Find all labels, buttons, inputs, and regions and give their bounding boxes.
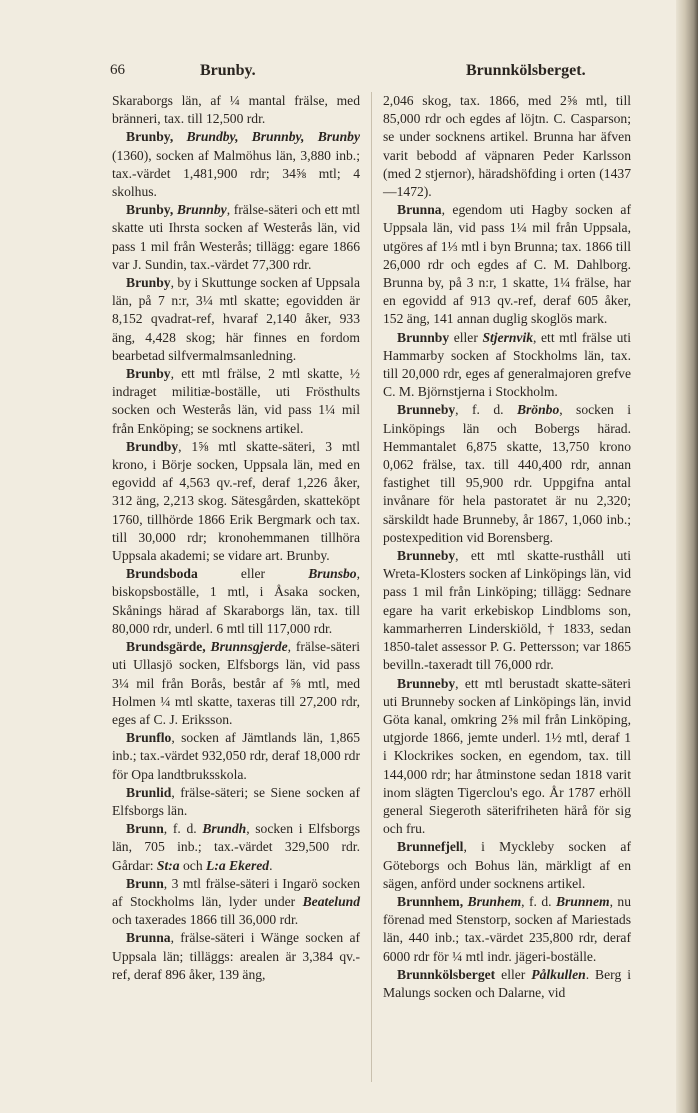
entry-headword: Brunna	[126, 930, 171, 946]
entry-text: , frälse-säteri uti Ullasjö socken, Elfsborgs län, vid pass 3¼ mil från Borås, består af ⅝ mtl, med Holmen ¼ mtl skatte, taxeras till 27,200 rdr, eges af C. J. Eriksson.	[112, 639, 361, 727]
dictionary-entry	[112, 565, 360, 638]
entry-variant: Brunhem	[467, 893, 522, 909]
dictionary-entry	[112, 929, 360, 984]
entry-headword: Brunneby	[397, 548, 456, 564]
page-edge-shadow	[676, 0, 698, 1113]
entry-text: 2,046 skog, tax. 1866, med 2⅝ mtl, till 85,000 rdr och egdes af löjtn. C. Casparson; se under socknens artikel. Brunna har äfven varit bebodd af väpnaren Peder Karlsson (med 2 stjernor), häradshöfding i orten (1437—1472).	[383, 93, 631, 200]
entry-text: Skaraborgs län, af ¼ mantal frälse, med bränneri, tax. till 12,500 rdr.	[112, 93, 360, 127]
entry-headword: Brunnefjell	[397, 839, 464, 855]
entry-variant: Brunsbo	[308, 566, 357, 582]
entry-headword: Brunneby	[397, 675, 456, 691]
dictionary-entry	[112, 875, 360, 930]
entry-variant: Brunnem	[555, 893, 610, 909]
left-text-column	[112, 92, 360, 984]
entry-headword: Brunnby	[397, 329, 450, 345]
dictionary-entry	[112, 274, 360, 365]
dictionary-entry	[383, 675, 631, 839]
entry-text: , ett mtl skatte-rusthåll uti Wreta-Klosters socken af Linköpings län, vid pass 1 mil från Linköping; tillägg: Sednare egare ha varit erkebiskop Lindbloms son, kammarherren Linderskiöld, † 1833, sedan 1850-talet assessor P. G. Pettersson; var 1865 bevilln.-taxeradt till 76,000 rdr.	[383, 548, 631, 673]
entry-text: , 1⅝ mtl skatte-säteri, 3 mtl krono, i Börje socken, Uppsala län, med en egovidd af 4,563 qv.-ref, deraf 1,226 åker, 312 äng, 2,213 skog. Sätesgården, skatteköpt 1760, tillhörde 1866 Erik Bergmark och tax. till 30,000 rdr; kronohemmanen tillhöra Uppsala akademi; se vidare art. Brunby.	[112, 438, 360, 564]
entry-variant: Stjernvik	[482, 329, 534, 345]
entry-text: , f. d.	[163, 821, 203, 837]
dictionary-entry	[112, 201, 360, 274]
entry-text: , socken i Elfsborgs län, 705 inb.; tax.-värdet 329,500 rdr. Gårdar:	[112, 821, 361, 873]
dictionary-entry	[383, 838, 631, 893]
entry-headword: Brunna	[397, 202, 442, 218]
entry-headword: Brunby,	[126, 129, 187, 145]
running-head-left: Brunby.	[200, 62, 256, 79]
entry-text: , frälse-säteri; se Siene socken af Elfsborgs län.	[112, 784, 360, 818]
entry-variant: Brundby, Brunnby, Brunby	[186, 129, 361, 145]
dictionary-entry	[383, 201, 631, 328]
entry-variant: St:a	[156, 857, 180, 873]
running-header	[0, 62, 698, 82]
entry-headword: Brunflo	[126, 730, 172, 746]
dictionary-entry	[383, 92, 631, 201]
entry-headword: Brunby	[126, 366, 171, 382]
dictionary-entry	[112, 638, 360, 729]
entry-text: , frälse-säteri och ett mtl skatte uti Ihrsta socken af Westerås län, vid pass 1 mil från Westerås; tillägg: egare 1866 var J. Sundin, tax.-värdet 77,300 rdr.	[112, 202, 360, 272]
entry-text: , socken af Jämtlands län, 1,865 inb.; tax.-värdet 932,050 rdr, deraf 18,000 rdr för Opa landtbruksskola.	[112, 730, 360, 782]
entry-text: och	[179, 857, 207, 873]
entry-variant: Pålkullen	[531, 966, 586, 982]
entry-text: , i Myckleby socken af Göteborgs och Bohus län, märkligt af en sägen, anförd under socknens artikel.	[383, 839, 631, 891]
entry-headword: Brunneby	[397, 402, 456, 418]
entry-headword: Brunnhem,	[397, 893, 468, 909]
entry-headword: Brunnkölsberget	[397, 966, 496, 982]
entry-text: . Berg i Malungs socken och Dalarne, vid	[383, 966, 631, 1000]
entry-headword: Brundsgärde,	[126, 639, 211, 655]
entry-text: , socken i Linköpings län och Bobergs härad. Hemmantalet 6,875 skatte, 13,750 krono 0,062 frälse, tax. till 440,400 rdr, annan fastighet till 95,900 rdr. Uppgifna antal invånare för hela pastoratet är nu 2,320; särskildt hade Brunneby, år 1867, 1,060 inb.; postexpedition vid Borensberg.	[383, 402, 631, 545]
right-text-column	[383, 92, 631, 1002]
entry-headword: Brunby	[126, 275, 171, 291]
dictionary-entry	[112, 438, 360, 565]
entry-text: , ett mtl frälse, 2 mtl skatte, ½ indraget militiæ-boställe, uti Frösthults socken och Westerås län, vid pass 1¼ mil från Enköping; se socknens artikel.	[112, 366, 360, 436]
entry-text: , nu förenad med Stenstorp, socken af Mariestads län, 440 inb.; tax.-värdet 235,800 rdr, deraf 6000 rdr för ¼ mtl indr. jägeri-boställe.	[383, 893, 631, 964]
entry-text: , ett mtl frälse uti Hammarby socken af Stockholms län, tax. till 20,000 rdr, eges af generalmajoren grefve C. M. Björnstjerna i Stockholm.	[383, 329, 631, 400]
entry-text: , frälse-säteri i Wänge socken af Uppsala län; tilläggs: arealen är 3,384 qv.-ref, deraf 896 åker, 139 äng,	[112, 930, 360, 982]
entry-text: , f. d.	[521, 893, 556, 909]
dictionary-entry	[383, 547, 631, 674]
entry-variant: Beatelund	[302, 893, 360, 909]
entry-text: , 3 mtl frälse-säteri i Ingarö socken af Stockholms län, lyder under	[112, 875, 360, 909]
entry-text: , f. d.	[455, 402, 517, 418]
entry-text: , by i Skuttunge socken af Uppsala län, på 7 n:r, 3¼ mtl skatte; egovidden är 8,152 qvadrat-ref, hvaraf 2,140 åker, 933 äng, 4,428 skog; här finnes en fordom bearbetad silfvermalmsanledning.	[112, 275, 360, 363]
dictionary-entry	[112, 729, 360, 784]
dictionary-entry	[383, 329, 631, 402]
entry-text: , egendom uti Hagby socken af Uppsala län, vid pass 1¼ mil från Uppsala, utgöres af 1⅓ mtl i byn Brunna; tax. 1866 till 26,000 rdr och egdes af C. M. Dahlborg. Brunna by, på 3 n:r, 1 skatte, 1¼ frälse, har en egovidd af 913 qv.-ref, deraf 605 åker, 152 äng, 141 annan duglig skoglös mark.	[383, 202, 631, 327]
dictionary-entry	[383, 966, 631, 1002]
entry-variant: Brönbo	[516, 402, 560, 418]
dictionary-entry	[112, 820, 360, 875]
dictionary-entry	[383, 401, 631, 547]
entry-headword: Brunn	[126, 875, 164, 891]
entry-text: och taxerades 1866 till 36,000 rdr.	[112, 912, 299, 928]
entry-headword: Brundsboda	[126, 566, 198, 582]
entry-text: eller	[449, 329, 483, 345]
page-number: 66	[110, 62, 125, 78]
entry-headword: Brunn	[126, 821, 164, 837]
column-divider	[371, 92, 372, 1082]
dictionary-entry	[112, 92, 360, 128]
dictionary-entry	[383, 893, 631, 966]
entry-variant: L:a Ekered	[206, 857, 270, 873]
entry-variant: Brunnsgjerde	[210, 639, 288, 655]
entry-text: .	[269, 857, 273, 873]
dictionary-entry	[112, 128, 360, 201]
entry-headword: Brundby	[126, 438, 179, 454]
entry-variant: Brunnby	[176, 202, 227, 218]
entry-text: eller	[495, 966, 532, 982]
entry-text: eller	[197, 566, 309, 582]
entry-text: , ett mtl berustadt skatte-säteri uti Brunneby socken af Linköpings län, invid Göta kanal, omkring 2⅝ mil från Linköping, utgjorde 1866, jemte underl. 1½ mtl, deraf 1 i Klockrikes socken, en egendom, tax. till 144,000 rdr; har åtminstone sedan 1818 varit inom slägten Tigerclou's ego. År 1787 erhöll general Siegeroth säterifriheten härå för sig och fru.	[383, 675, 631, 837]
entry-variant: Brundh	[202, 821, 247, 837]
entry-headword: Brunby,	[126, 202, 177, 218]
entry-text: , biskopsboställe, 1 mtl, i Åsaka socken, Skånings härad af Skaraborgs län, tax. till 80,000 rdr, underl. 6 mtl till 117,000 rdr.	[112, 566, 360, 636]
dictionary-entry	[112, 784, 360, 820]
dictionary-entry	[112, 365, 360, 438]
entry-text: (1360), socken af Malmöhus län, 3,880 inb.; tax.-värdet 1,481,900 rdr; 34⅝ mtl; 4 skolhus.	[112, 147, 360, 200]
running-head-right: Brunnkölsberget.	[466, 62, 586, 79]
entry-headword: Brunlid	[126, 784, 172, 800]
